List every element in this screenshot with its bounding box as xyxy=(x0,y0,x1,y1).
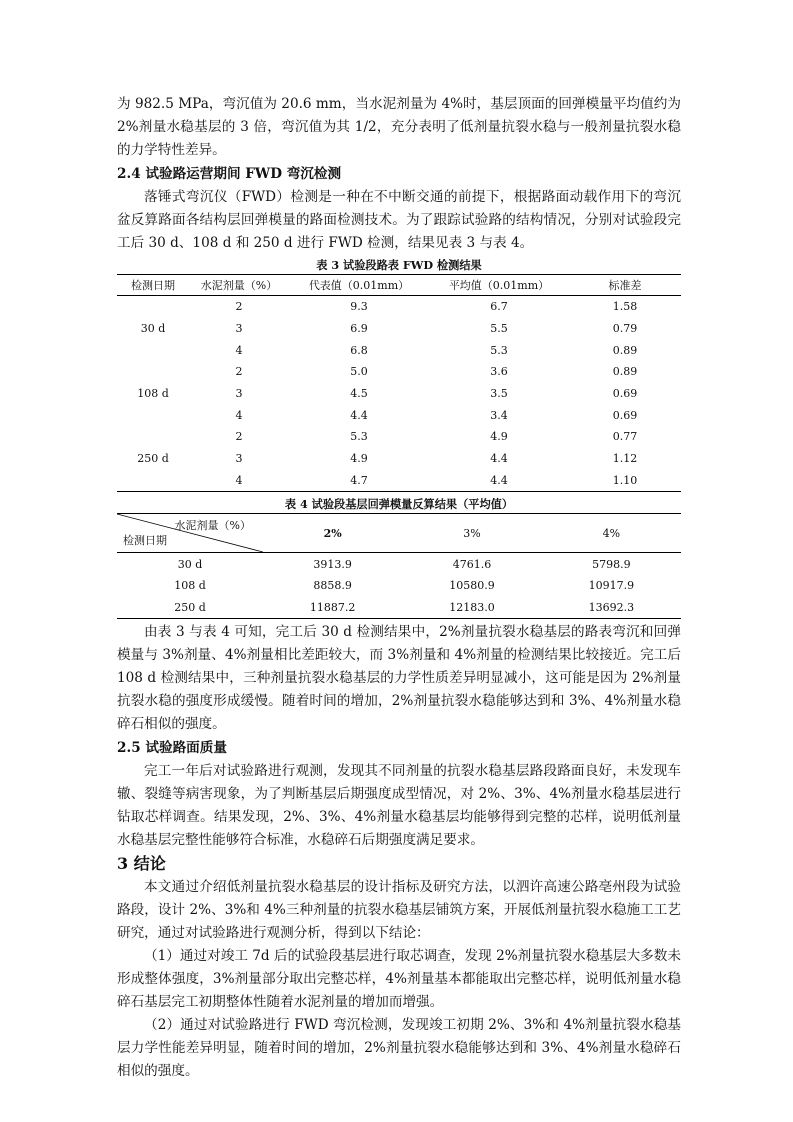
table-cell: 108 d xyxy=(174,579,206,593)
table-cell: 1.12 xyxy=(612,452,638,466)
table-cell: 5.3 xyxy=(490,343,508,357)
table-row xyxy=(117,404,681,426)
table4-header-2pct: 2% xyxy=(263,514,402,553)
table-cell: 5.5 xyxy=(490,322,508,336)
intro-paragraph: 为 982.5 MPa，弯沉值为 20.6 mm，当水泥剂量为 4%时，基层顶面的回弹模量平均值约为 2%剂量水稳基层的 3 倍，弯沉值为其 1/2，充分表明了低剂量抗裂水稳与一般剂量抗裂水稳的力学特性差异。 xyxy=(117,96,681,158)
table-cell: 0.77 xyxy=(612,430,638,444)
table3-header-average: 平均值（0.01mm） xyxy=(429,275,569,296)
table4-corner-cell xyxy=(117,514,263,553)
table-row xyxy=(117,426,681,448)
table4-caption: 表 4 试验段基层回弹模量反算结果（平均值） xyxy=(284,497,514,512)
table-cell: 4 xyxy=(235,408,243,422)
table3-header-row xyxy=(117,275,681,296)
fwd-paragraph: 落锤式弯沉仪（FWD）检测是一种在不中断交通的前提下，根据路面动载作用下的弯沉盆反算路面各结构层回弹模量的路面检测技术。为了跟踪试验路的结构情况，分别对试验段完工后 30 d、108 d 和 250 d 进行 FWD 检测，结果见表 3 与表 4。 xyxy=(117,189,681,251)
table-cell: 0.69 xyxy=(612,387,638,401)
table-row xyxy=(117,361,681,383)
table-cell: 4.4 xyxy=(490,473,508,487)
table4-header-3pct: 3% xyxy=(402,514,541,553)
table-cell: 12183.0 xyxy=(449,600,495,614)
table3-date-cell: 30 d xyxy=(140,322,166,336)
table-cell: 2 xyxy=(235,430,243,444)
conclusion-item-2: （2）通过对试验路进行 FWD 弯沉检测，发现竣工初期 2%、3%和 4%剂量抗裂水稳基层力学性能差异明显，随着时间的增加，2%剂量抗裂水稳能够达到和 3%、4%剂量水稳碎石相似的强度。 xyxy=(117,1017,681,1080)
table-cell: 4.4 xyxy=(350,408,368,422)
table-row xyxy=(117,448,681,470)
table-cell: 6.9 xyxy=(350,322,368,336)
table3-caption: 表 3 试验段路表 FWD 检测结果 xyxy=(316,258,482,272)
table-cell: 3 xyxy=(235,322,243,336)
analysis-paragraph: 由表 3 与表 4 可知，完工后 30 d 检测结果中，2%剂量抗裂水稳基层的路表弯沉和回弹模量与 3%剂量、4%剂量相比差距较大，而 3%剂量和 4%剂量的检测结果比较接近。完工后 108 d 检测结果中，三种剂量抗裂水稳基层的力学性质差异明显减小，这可能是因为 2%剂量抗裂水稳的强度形成缓慢。随着时间的增加，2%剂量抗裂水稳能够达到和 3%、4%剂量水稳碎石相似的强度。 xyxy=(117,624,681,733)
table3 xyxy=(117,274,681,492)
table-cell: 3913.9 xyxy=(313,557,352,571)
table-cell: 0.79 xyxy=(612,322,638,336)
section-heading-2-5: 2.5 试验路面质量 xyxy=(117,740,227,757)
table-cell: 2 xyxy=(235,300,243,314)
table-cell: 8858.9 xyxy=(313,579,352,593)
table-row xyxy=(117,575,681,597)
table4-header-4pct: 4% xyxy=(542,514,681,553)
conclusion-paragraph: 本文通过介绍低剂量抗裂水稳基层的设计指标及研究方法，以泗许高速公路亳州段为试验路段，设计 2%、3%和 4%三种剂量的抗裂水稳基层铺筑方案，开展低剂量抗裂水稳施工工艺研究，通过对试验路进行观测分析，得到以下结论： xyxy=(117,879,681,942)
table-row xyxy=(117,553,681,575)
table-cell: 4.4 xyxy=(490,452,508,466)
section-heading-3: 3 结论 xyxy=(117,854,166,874)
table3-date-cell: 108 d xyxy=(137,387,169,401)
table-cell: 250 d xyxy=(174,600,206,614)
table-cell: 0.89 xyxy=(612,343,638,357)
table-cell: 1.10 xyxy=(612,473,638,487)
table-cell: 1.58 xyxy=(612,300,638,314)
table-cell: 3 xyxy=(235,452,243,466)
table3-date-cell: 250 d xyxy=(137,452,169,466)
table-cell: 4 xyxy=(235,473,243,487)
table-cell: 9.3 xyxy=(350,300,368,314)
table-row xyxy=(117,339,681,361)
section-heading-2-4: 2.4 试验路运营期间 FWD 弯沉检测 xyxy=(117,166,342,182)
table-cell: 30 d xyxy=(177,557,203,571)
table-cell: 3.6 xyxy=(490,365,508,379)
table4 xyxy=(117,513,681,619)
table-cell: 6.8 xyxy=(350,343,368,357)
table4-header-row xyxy=(117,514,681,553)
table-cell: 13692.3 xyxy=(588,600,635,614)
table-cell: 3.5 xyxy=(490,387,508,401)
table-row xyxy=(117,383,681,405)
table-cell: 11887.2 xyxy=(309,600,356,614)
table-cell: 4761.6 xyxy=(452,557,492,571)
table-cell: 4.9 xyxy=(350,452,368,466)
table-cell: 0.69 xyxy=(612,408,638,422)
table-cell: 0.89 xyxy=(612,365,638,379)
table3-header-representative: 代表值（0.01mm） xyxy=(289,275,429,296)
table4-corner-top: 水泥剂量（%） xyxy=(174,519,251,533)
table-cell: 3.4 xyxy=(490,408,508,422)
table3-header-stddev: 标准差 xyxy=(569,275,681,296)
table-cell: 4.5 xyxy=(350,387,368,401)
table-cell: 5.0 xyxy=(350,365,368,379)
table-cell: 10580.9 xyxy=(449,579,495,593)
table-cell: 2 xyxy=(235,365,243,379)
table4-corner-bottom: 检测日期 xyxy=(123,534,167,548)
table-cell: 5.3 xyxy=(350,430,368,444)
table-cell: 4.9 xyxy=(490,430,508,444)
paper-page xyxy=(117,93,681,1083)
table-cell: 3 xyxy=(235,387,243,401)
table3-header-date: 检测日期 xyxy=(117,275,189,296)
table-cell: 5798.9 xyxy=(592,557,631,571)
table-cell: 4 xyxy=(235,343,243,357)
quality-paragraph: 完工一年后对试验路进行观测，发现其不同剂量的抗裂水稳基层路段路面良好，未发现车辙、裂缝等病害现象，为了判断基层后期强度成型情况，对 2%、3%、4%剂量水稳基层进行钻取芯样调查。结果发现，2%、3%、4%剂量水稳基层均能够得到完整的芯样，说明低剂量水稳基层完整性能够符合标准，水稳碎石后期强度满足要求。 xyxy=(117,763,681,849)
table-row xyxy=(117,470,681,492)
table-row xyxy=(117,296,681,318)
table-cell: 4.7 xyxy=(350,473,368,487)
table-cell: 6.7 xyxy=(490,300,508,314)
table3-header-cement: 水泥剂量（%） xyxy=(189,275,289,296)
conclusion-item-1: （1）通过对竣工 7d 后的试验段基层进行取芯调查，发现 2%剂量抗裂水稳基层大多数未形成整体强度，3%剂量部分取出完整芯样，4%剂量基本都能取出完整芯样，说明低剂量水稳碎石基层完工初期整体性随着水泥剂量的增加而增强。 xyxy=(117,948,681,1011)
table-row xyxy=(117,597,681,619)
table-row xyxy=(117,318,681,340)
table-cell: 10917.9 xyxy=(588,579,635,593)
